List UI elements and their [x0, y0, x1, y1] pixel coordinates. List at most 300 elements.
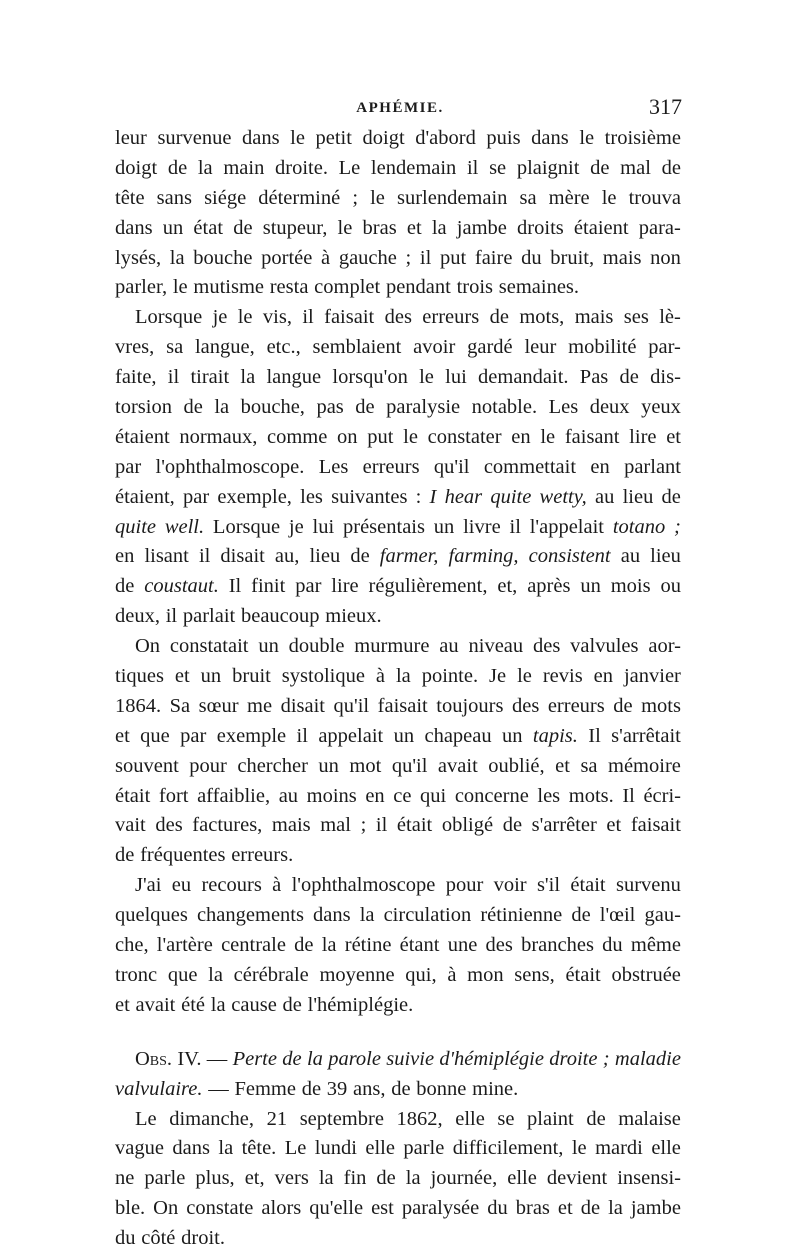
word: lorsqu'on	[332, 366, 408, 389]
word: moins	[306, 784, 357, 807]
text-line	[115, 124, 681, 154]
word: l'hémiplégie.	[307, 993, 414, 1016]
word: tronc	[115, 963, 158, 986]
word: bonne	[416, 1077, 467, 1100]
word: un	[200, 665, 222, 688]
word: qu'il	[391, 754, 428, 777]
word: de	[489, 306, 509, 329]
word: gau-	[644, 904, 681, 927]
word: l'ophthalmoscope	[291, 874, 436, 897]
word: faisant	[564, 425, 620, 448]
word: J'ai	[135, 874, 162, 897]
word: faisait	[630, 814, 681, 837]
word: des	[485, 934, 513, 957]
text-line	[115, 961, 681, 991]
word: On	[135, 635, 161, 658]
word: main	[223, 156, 265, 179]
word: le	[403, 425, 418, 448]
word: ans,	[353, 1077, 386, 1100]
word: de	[571, 904, 591, 927]
word: chapeau	[424, 724, 492, 747]
word: qu'il	[333, 694, 370, 717]
word: en	[365, 784, 385, 807]
word: put	[367, 425, 394, 448]
word: trouva	[628, 186, 681, 209]
word: qui,	[405, 963, 437, 986]
word: mardi	[595, 1137, 643, 1160]
word: parle	[403, 1137, 445, 1160]
word: fort	[158, 784, 189, 807]
word: des	[155, 814, 183, 837]
word: factures,	[192, 814, 263, 837]
text-line	[115, 1224, 681, 1254]
word: avait	[135, 993, 176, 1016]
word: d'abord	[415, 127, 476, 149]
word: et	[555, 754, 570, 777]
word: de	[376, 1167, 396, 1190]
word: erreurs	[362, 455, 420, 478]
word: affaiblie,	[197, 784, 271, 807]
word: était	[565, 963, 601, 986]
word: étaient,	[115, 485, 175, 508]
word: Femme	[234, 1077, 296, 1100]
word: langue,	[194, 336, 255, 359]
word: 1862,	[396, 1107, 443, 1130]
word: hear	[444, 485, 483, 508]
word: la	[208, 963, 223, 986]
word: langue	[266, 366, 322, 389]
word: la	[321, 934, 337, 957]
word: s'arrêtait	[611, 724, 681, 747]
word: parle	[144, 1167, 186, 1190]
word: parlait	[182, 605, 236, 628]
text-line	[115, 184, 681, 214]
word: des	[384, 306, 412, 329]
word: para-	[638, 216, 681, 239]
word: dis-	[650, 366, 681, 389]
word: le	[540, 425, 556, 448]
word: etc.,	[266, 336, 301, 359]
text-line	[115, 513, 681, 543]
word: tapis.	[532, 724, 578, 747]
word: On	[153, 1197, 179, 1220]
word: Le	[338, 156, 361, 179]
section-gap	[115, 1021, 681, 1045]
word: de	[580, 1197, 601, 1220]
word: le	[172, 276, 188, 299]
word: tête	[115, 186, 145, 209]
word: I	[429, 485, 437, 508]
word: disait	[280, 694, 326, 717]
text-line	[115, 811, 681, 841]
text-line	[115, 303, 681, 333]
word: erreurs.	[231, 844, 294, 867]
word: il	[419, 246, 432, 269]
word: leur	[115, 127, 147, 149]
word: ;	[602, 1047, 610, 1070]
word: il	[198, 545, 211, 568]
word: était	[115, 784, 151, 807]
word: l'ophthalmoscope.	[155, 455, 305, 478]
word: deux	[589, 396, 630, 419]
word: malaise	[618, 1107, 681, 1130]
word: totano	[612, 515, 666, 538]
word: le	[290, 127, 305, 149]
word: le	[370, 186, 385, 209]
word: mine.	[472, 1077, 519, 1100]
word: vis,	[262, 306, 292, 329]
word: la	[318, 1167, 334, 1190]
word: mots.	[568, 784, 614, 807]
word: mobilité	[568, 336, 637, 359]
word: dans	[531, 127, 569, 149]
word: à	[272, 874, 282, 897]
word: du	[602, 934, 623, 957]
word: et	[115, 993, 130, 1016]
word: lè-	[659, 306, 681, 329]
word: tirait	[190, 366, 230, 389]
word: au	[439, 635, 459, 658]
word: des	[533, 635, 561, 658]
word: IV.	[177, 1047, 202, 1070]
word: les	[300, 485, 323, 508]
word: survenue	[157, 127, 232, 149]
word: deux,	[115, 605, 160, 628]
word: il	[466, 156, 479, 179]
word: et	[606, 814, 622, 837]
word: stupeur,	[262, 216, 328, 239]
word: bouche,	[240, 396, 305, 419]
word: constatait	[169, 635, 249, 658]
text-line	[115, 1164, 681, 1194]
word: beaucoup	[240, 605, 320, 628]
text-line	[115, 602, 681, 632]
word: appelait	[318, 724, 384, 747]
word: il	[296, 724, 308, 747]
word: well.	[164, 515, 205, 538]
word: le	[517, 665, 532, 688]
word: de	[233, 216, 253, 239]
word: rétine	[344, 934, 392, 957]
word: pour	[445, 874, 484, 897]
word: lendemain	[370, 156, 457, 179]
word: mots	[641, 694, 681, 717]
word: Il	[228, 575, 242, 598]
word: la	[218, 1137, 234, 1160]
text-line	[115, 752, 681, 782]
word: insensi-	[617, 1167, 681, 1190]
word: ;	[352, 186, 359, 209]
text-line	[115, 363, 681, 393]
word: le	[601, 186, 617, 209]
word: dans	[115, 216, 153, 239]
word: plus,	[195, 1167, 235, 1190]
word: pointe.	[421, 665, 479, 688]
word: suivie	[386, 1047, 435, 1070]
word: Il	[588, 724, 601, 747]
word: obstruée	[611, 963, 681, 986]
word: un	[502, 724, 523, 747]
word: du	[487, 1197, 508, 1220]
word: septembre	[299, 1107, 384, 1130]
word: la	[240, 366, 256, 389]
word: che,	[115, 934, 149, 957]
word: —	[206, 1047, 228, 1070]
word: au	[620, 545, 641, 568]
word: l'artère	[156, 934, 213, 957]
word: fréquentes	[140, 844, 226, 867]
word: ne	[115, 1167, 135, 1190]
word: ses	[623, 306, 649, 329]
word: même	[630, 934, 681, 957]
word: consistent	[528, 545, 611, 568]
word: dans	[242, 127, 280, 149]
word: Obs.	[135, 1047, 173, 1070]
text-line	[115, 214, 681, 244]
text-line	[115, 154, 681, 184]
word: un	[580, 575, 601, 598]
word: lundi	[314, 1137, 357, 1160]
word: on	[337, 425, 358, 448]
word: ce	[393, 784, 412, 807]
word: des	[511, 694, 540, 717]
word: portée	[261, 246, 313, 269]
word: de	[619, 366, 639, 389]
word: ou	[660, 575, 681, 598]
word: du	[115, 1227, 136, 1250]
word: plaint	[527, 1107, 574, 1130]
word: par	[180, 724, 207, 747]
word: à	[321, 246, 331, 269]
word: et	[174, 665, 190, 688]
word: au	[595, 485, 615, 508]
word: droite.	[275, 156, 328, 179]
word: vers	[274, 1167, 309, 1190]
word: devient	[546, 1167, 608, 1190]
word: journée,	[430, 1167, 498, 1190]
word: le	[419, 366, 434, 389]
text-line	[115, 483, 681, 513]
word: circulation	[383, 904, 472, 927]
text-line	[115, 393, 681, 423]
word: complet	[314, 276, 381, 299]
word: sa	[519, 186, 537, 209]
word: une	[447, 934, 478, 957]
word: livre	[463, 515, 501, 538]
word: de	[502, 814, 523, 837]
word: de	[115, 844, 135, 867]
word: Les	[318, 455, 349, 478]
word: puis	[486, 127, 521, 149]
word: toujours	[436, 694, 504, 717]
word: elle	[651, 1137, 681, 1160]
word: 39	[326, 1077, 348, 1100]
word: que	[140, 724, 170, 747]
word: dans	[313, 904, 351, 927]
word: avait	[437, 754, 478, 777]
word: mais	[602, 246, 642, 269]
text-line	[115, 333, 681, 363]
text-line	[115, 542, 681, 572]
word: et	[557, 1197, 573, 1220]
word: maladie	[614, 1047, 681, 1070]
word: —	[208, 1077, 229, 1100]
word: quite	[490, 485, 532, 508]
word: branches	[521, 934, 594, 957]
word: droit.	[181, 1227, 225, 1250]
word: la	[405, 1167, 421, 1190]
word: constate	[186, 1197, 254, 1220]
word: recours	[201, 874, 262, 897]
word: ;	[360, 814, 367, 837]
word: ;	[674, 515, 681, 538]
word: après	[527, 575, 571, 598]
text-line	[115, 1075, 681, 1105]
word: se	[489, 156, 507, 179]
word: pour	[189, 754, 227, 777]
word: et	[666, 425, 681, 448]
word: avoir	[413, 336, 456, 359]
word: niveau	[468, 635, 524, 658]
word: wetty,	[539, 485, 587, 508]
word: en	[590, 455, 610, 478]
word: changements	[196, 904, 304, 927]
word: en	[593, 665, 613, 688]
word: qu'elle	[309, 1197, 364, 1220]
word: lieu	[650, 545, 681, 568]
word: le	[571, 1137, 587, 1160]
word: et,	[244, 1167, 265, 1190]
word: Je	[489, 665, 507, 688]
word: pas	[316, 396, 344, 419]
word: de	[183, 396, 203, 419]
word: de	[661, 156, 681, 179]
word: à	[375, 665, 386, 688]
word: quite	[115, 515, 156, 538]
word: je	[212, 306, 228, 329]
word: par	[295, 575, 322, 598]
body-text	[115, 124, 681, 1254]
word: semblaient	[312, 336, 402, 359]
word: la	[210, 993, 226, 1016]
word: murmure	[354, 635, 430, 658]
word: est	[371, 1197, 394, 1220]
word: mère	[548, 186, 590, 209]
word: au	[278, 784, 299, 807]
word: le	[579, 127, 595, 149]
text-line	[115, 692, 681, 722]
word: il	[509, 515, 521, 538]
word: gauche	[338, 246, 397, 269]
word: de	[282, 993, 302, 1016]
text-line	[115, 423, 681, 453]
word: dans	[172, 1137, 210, 1160]
word: tiques	[115, 665, 164, 688]
word: voir	[493, 874, 527, 897]
word: finit	[251, 575, 286, 598]
word: lui	[445, 366, 467, 389]
word: erreurs	[547, 694, 605, 717]
word: parole	[328, 1047, 381, 1070]
text-line	[115, 453, 681, 483]
word: mon	[467, 963, 504, 986]
word: faite,	[115, 366, 157, 389]
word: exemple,	[217, 485, 292, 508]
word: mieux.	[325, 605, 382, 628]
word: elle	[365, 1137, 395, 1160]
word: et	[115, 724, 130, 747]
word: écri-	[643, 784, 681, 807]
word: il	[165, 605, 178, 628]
word: un	[433, 515, 455, 538]
word: la	[197, 156, 213, 179]
word: qui	[420, 784, 447, 807]
word: yeux	[641, 396, 681, 419]
word: valvules	[570, 635, 639, 658]
word: bras	[515, 1197, 550, 1220]
word: mal	[620, 156, 651, 179]
word: surlendemain	[396, 186, 508, 209]
text-line	[115, 871, 681, 901]
word: siége	[204, 186, 247, 209]
word: jambe	[630, 1197, 681, 1220]
word: la	[306, 1047, 323, 1070]
word: faire	[474, 246, 513, 269]
word: faisait	[377, 694, 428, 717]
word: la	[359, 904, 375, 927]
word: lisant	[144, 545, 189, 568]
word: de	[301, 1077, 322, 1100]
text-line	[115, 931, 681, 961]
word: survenu	[615, 874, 681, 897]
word: déterminé	[258, 186, 341, 209]
word: paralysée	[401, 1197, 480, 1220]
text-line	[115, 572, 681, 602]
word: s'arrêter	[531, 814, 597, 837]
word: droite	[549, 1047, 598, 1070]
word: demandait.	[478, 366, 569, 389]
word: chercher	[237, 754, 308, 777]
word: jambe	[456, 216, 507, 239]
word: sa	[580, 754, 598, 777]
word: comme	[267, 425, 328, 448]
word: valvulaire.	[115, 1077, 203, 1100]
word: suivantes	[331, 485, 408, 508]
word: en	[511, 425, 531, 448]
word: était	[396, 814, 433, 837]
word: ble.	[115, 1197, 146, 1220]
text-line	[115, 991, 681, 1021]
word: farming,	[448, 545, 519, 568]
word: s'il	[536, 874, 561, 897]
word: centrale	[221, 934, 286, 957]
word: mémoire	[608, 754, 681, 777]
word: bruit,	[550, 246, 595, 269]
text-line	[115, 841, 681, 871]
word: régulièrement,	[368, 575, 488, 598]
word: troisième	[604, 127, 681, 149]
word: disait	[220, 545, 265, 568]
word: il	[302, 306, 314, 329]
word: lysés,	[115, 246, 162, 269]
word: lire	[629, 425, 657, 448]
word: la	[608, 1197, 623, 1220]
word: commettait	[483, 455, 577, 478]
word: le	[337, 216, 353, 239]
word: en	[115, 545, 135, 568]
word: erreurs	[422, 306, 480, 329]
word: alors	[261, 1197, 302, 1220]
